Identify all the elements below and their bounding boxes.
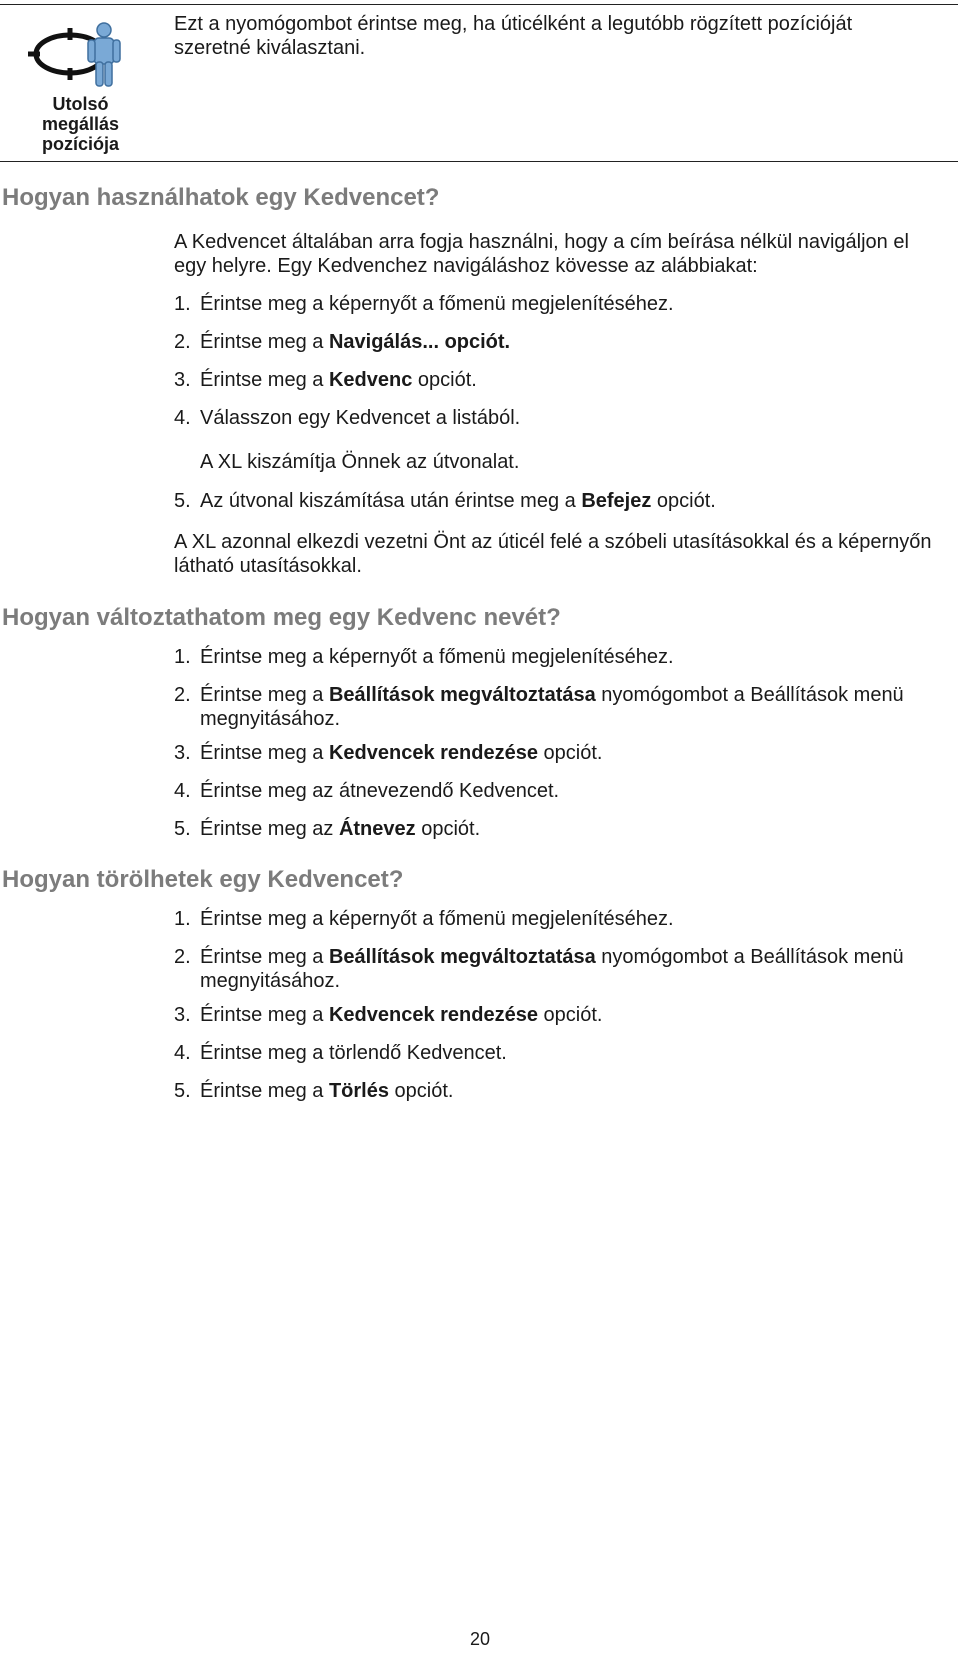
step-text-after: opciót.: [415, 818, 481, 840]
step-bold: Kedvenc: [328, 369, 413, 391]
step-text: Érintse meg a: [200, 684, 329, 706]
step-number: 4.: [174, 1042, 191, 1064]
section1-step-5: [174, 489, 944, 513]
step-number: 2.: [174, 684, 191, 706]
step-text: Érintse meg az: [200, 818, 339, 840]
section1-step-4: [174, 406, 944, 430]
step-number: 4.: [174, 407, 191, 429]
section2-step-1: [174, 645, 944, 669]
step-text: Érintse meg a: [200, 331, 329, 353]
last-stop-position-icon: [0, 18, 160, 98]
step-number: 1.: [174, 908, 191, 930]
step-bold: Kedvencek rendezése: [328, 742, 538, 764]
step-text-after: opciót.: [651, 490, 716, 512]
page-number: 20: [469, 1629, 491, 1649]
section1-intro: A Kedvencet általában arra fogja használni, hogy a cím beírása nélkül navigáljon el egy helyre. Egy Kedvenchez navigáláshoz kövesse az alábbiakat:: [174, 231, 909, 277]
section3-step-3: [174, 1003, 944, 1027]
section2-step-5: [174, 817, 944, 841]
step-text: Válasszon egy Kedvencet a listából.: [200, 407, 521, 429]
step-text: Érintse meg a: [200, 1004, 329, 1026]
step-number: 5.: [174, 490, 191, 512]
step-bold: Átnevez: [338, 818, 416, 840]
icon-label-line-2: megállás: [41, 114, 120, 134]
step-text: Az útvonal kiszámítása után érintse meg a: [200, 490, 582, 512]
section2-step-4: [174, 779, 944, 803]
step-text-after: nyomógombot a Beállítások menü megnyitásához.: [200, 946, 904, 992]
top-rule: [0, 4, 958, 5]
section-rule: [0, 161, 958, 162]
step-text-after: opciót.: [388, 1080, 454, 1102]
section3-step-2: [174, 945, 944, 993]
step-bold: Befejez: [581, 490, 652, 512]
section1-step-1: [174, 292, 944, 316]
step-number: 1.: [174, 293, 191, 315]
step-text: Érintse meg a törlendő Kedvencet.: [200, 1042, 507, 1064]
icon-description: Ezt a nyomógombot érintse meg, ha úticélként a legutóbb rögzített pozícióját szeretné kiválasztani.: [174, 13, 853, 59]
section1-step-2: [174, 330, 944, 354]
section2-heading: Hogyan változtathatom meg egy Kedvenc nevét?: [2, 604, 561, 631]
step-number: 1.: [174, 646, 191, 668]
step-number: 2.: [174, 331, 191, 353]
section3-step-5: [174, 1079, 944, 1103]
step-number: 5.: [174, 1080, 191, 1102]
step-number: 4.: [174, 780, 191, 802]
step-text: Érintse meg a: [200, 742, 329, 764]
icon-label-line-3: pozíciója: [41, 134, 119, 154]
step-bold: Beállítások megváltoztatása: [328, 946, 596, 968]
step-bold: Navigálás... opciót.: [328, 331, 511, 353]
section3-step-4: [174, 1041, 944, 1065]
step-bold: Kedvencek rendezése: [328, 1004, 538, 1026]
step-text: Érintse meg a képernyőt a főmenü megjelenítéséhez.: [200, 908, 674, 930]
icon-label-line-1: Utolsó: [52, 94, 109, 114]
step-text-after: opciót.: [537, 1004, 603, 1026]
step-text: Érintse meg az átnevezendő Kedvencet.: [200, 780, 560, 802]
section1-step-3: [174, 368, 944, 392]
step-text: Érintse meg a: [200, 369, 329, 391]
step-text: Érintse meg a képernyőt a főmenü megjelenítéséhez.: [200, 293, 674, 315]
step-number: 3.: [174, 742, 191, 764]
step-number: 3.: [174, 369, 191, 391]
step-number: 5.: [174, 818, 191, 840]
step-text: Érintse meg a: [200, 1080, 329, 1102]
step-text-after: opciót.: [537, 742, 603, 764]
icon-label: [18, 94, 143, 154]
section3-step-1: [174, 907, 944, 931]
section2-step-2: [174, 683, 944, 731]
section1-outro: A XL azonnal elkezdi vezetni Önt az úticél felé a szóbeli utasításokkal és a képernyőn látható utasításokkal.: [174, 531, 932, 577]
section2-step-3: [174, 741, 944, 765]
step-number: 2.: [174, 946, 191, 968]
step-text: Érintse meg a képernyőt a főmenü megjelenítéséhez.: [200, 646, 674, 668]
step-bold: Törlés: [328, 1080, 389, 1102]
step-bold: Beállítások megváltoztatása: [328, 684, 596, 706]
section1-heading: Hogyan használhatok egy Kedvencet?: [2, 184, 440, 211]
step-text: Érintse meg a: [200, 946, 329, 968]
section1-step-4-note: A XL kiszámítja Önnek az útvonalat.: [200, 451, 520, 473]
section3-heading: Hogyan törölhetek egy Kedvencet?: [2, 866, 404, 893]
step-text-after: nyomógombot a Beállítások menü megnyitásához.: [200, 684, 904, 730]
step-text-after: opciót.: [412, 369, 477, 391]
step-number: 3.: [174, 1004, 191, 1026]
